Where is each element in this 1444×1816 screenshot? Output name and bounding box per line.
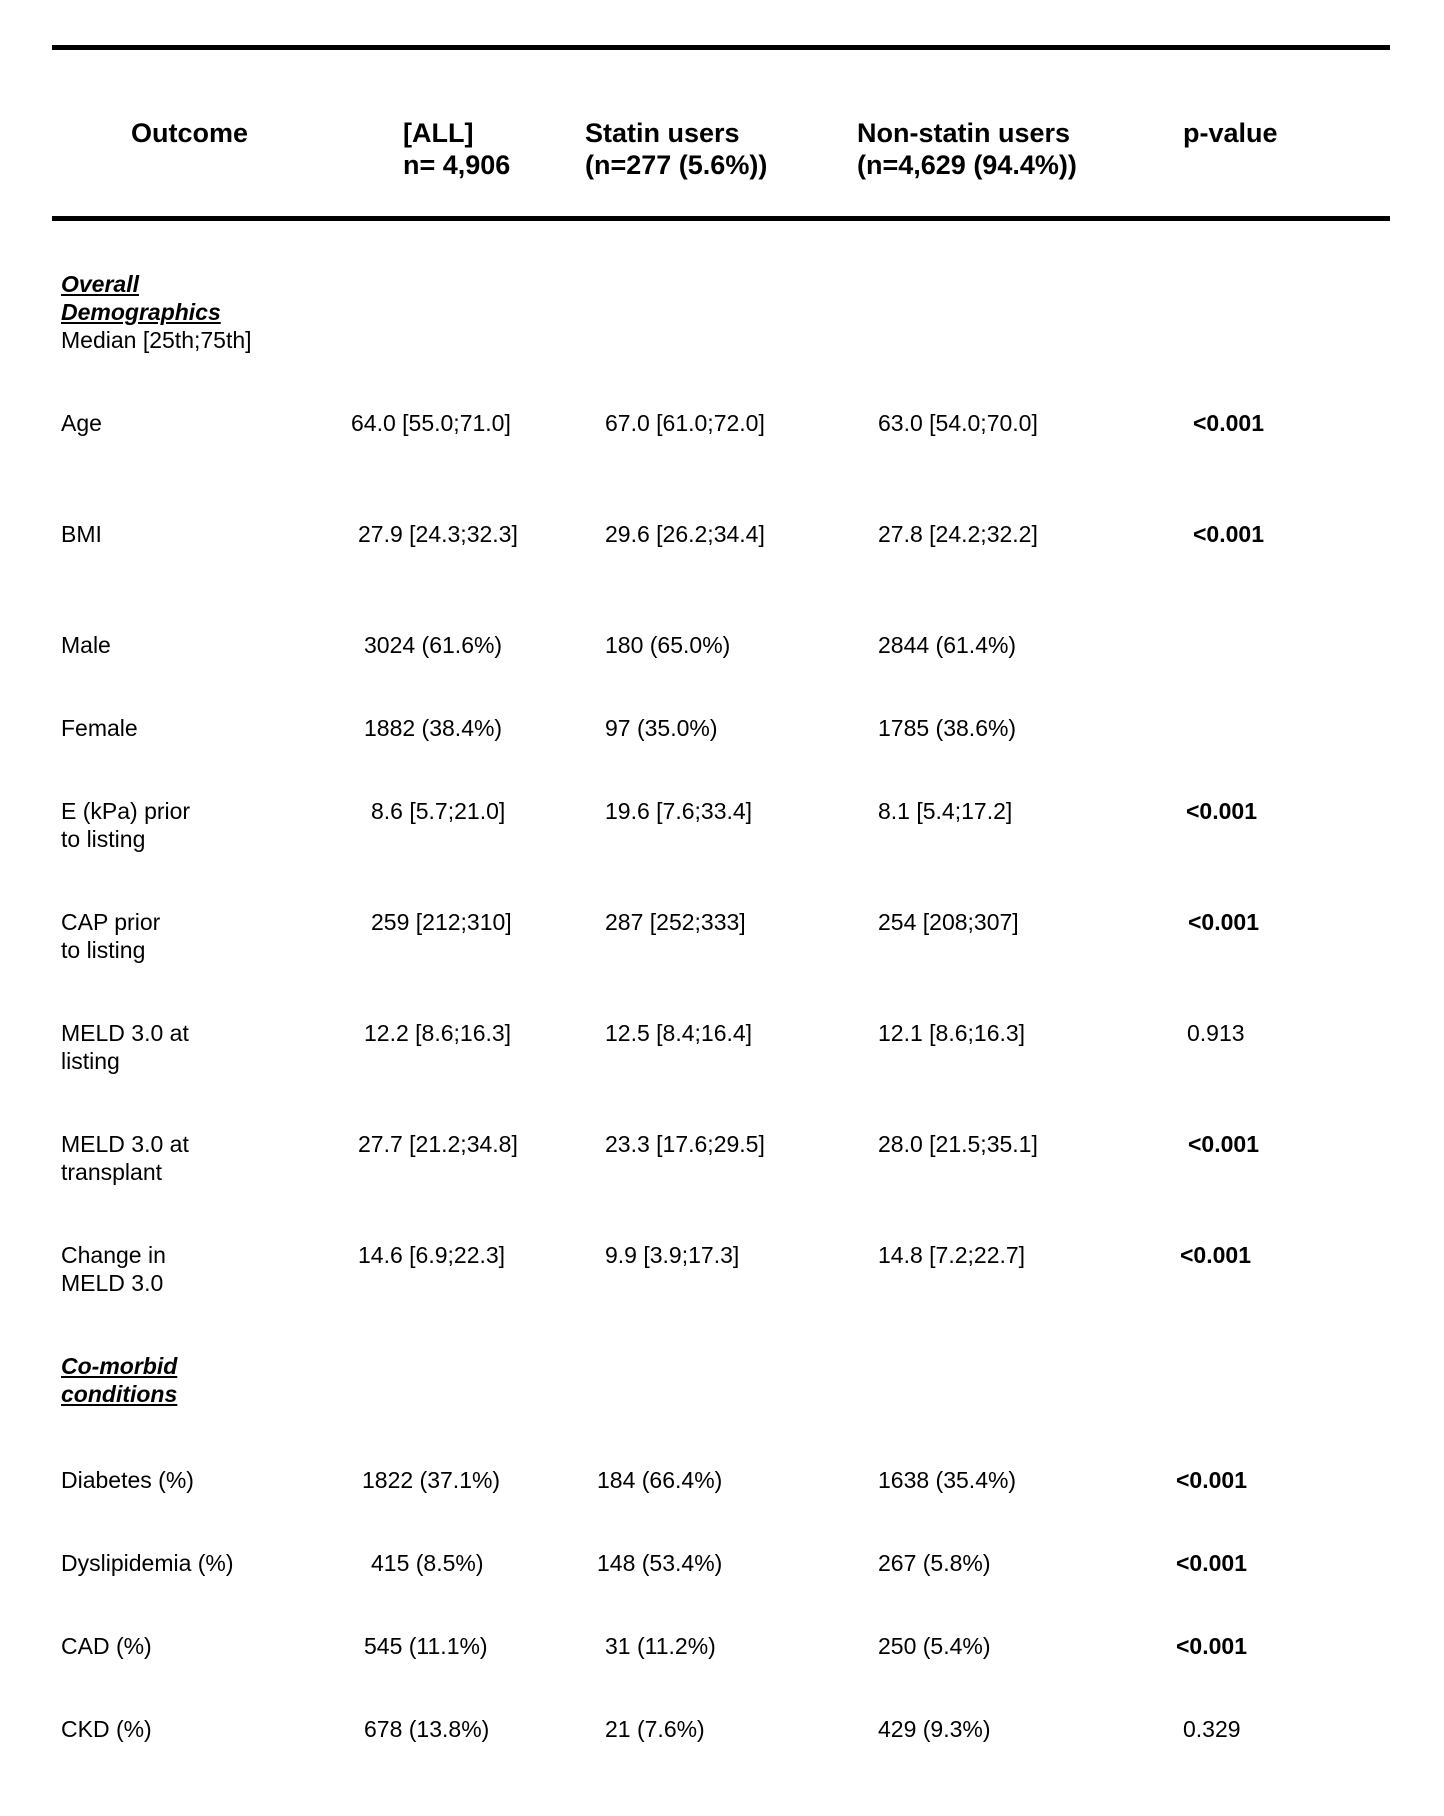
section-demographics-title-line1: Overall	[61, 271, 139, 297]
cell-nonstatin: 14.8 [7.2;22.7]	[878, 1242, 1026, 1268]
header-all-line1: [ALL]	[403, 118, 474, 148]
cell-statin: 12.5 [8.4;16.4]	[605, 1020, 753, 1046]
row-label-line1: BMI	[61, 521, 102, 547]
cell-statin: 97 (35.0%)	[605, 715, 718, 741]
row-label-line1: CAD (%)	[61, 1633, 152, 1659]
row-label-line1: CAP prior	[61, 909, 161, 935]
row-label	[61, 714, 138, 742]
section-demographics-subtitle: Median [25th;75th]	[61, 327, 252, 353]
header-all	[403, 117, 510, 181]
cell-nonstatin: 1638 (35.4%)	[878, 1467, 1017, 1493]
row-label-line2: to listing	[61, 937, 146, 963]
cell-all: 64.0 [55.0;71.0]	[351, 410, 511, 436]
cell-statin: 21 (7.6%)	[605, 1716, 705, 1742]
cell-all: 1822 (37.1%)	[362, 1467, 501, 1493]
top-rule	[52, 45, 1390, 50]
header-statin-line1: Statin users	[585, 118, 740, 148]
cell-statin: 180 (65.0%)	[605, 632, 731, 658]
row-label	[61, 1549, 234, 1577]
header-pvalue: p-value	[1183, 118, 1278, 148]
row-label-line1: Age	[61, 410, 102, 436]
cell-pvalue: <0.001	[1193, 521, 1264, 547]
cell-pvalue: <0.001	[1188, 909, 1259, 935]
cell-all: 3024 (61.6%)	[364, 632, 503, 658]
header-rule	[52, 216, 1390, 221]
cell-nonstatin: 12.1 [8.6;16.3]	[878, 1020, 1026, 1046]
row-label-line1: Dyslipidemia (%)	[61, 1550, 234, 1576]
cell-nonstatin: 429 (9.3%)	[878, 1716, 991, 1742]
cell-nonstatin: 8.1 [5.4;17.2]	[878, 798, 1013, 824]
section-comorbid-title-line1: Co-morbid	[61, 1353, 178, 1379]
cell-statin: 29.6 [26.2;34.4]	[605, 521, 765, 547]
cell-all: 12.2 [8.6;16.3]	[364, 1020, 512, 1046]
cell-statin: 287 [252;333]	[605, 909, 746, 935]
cell-statin: 184 (66.4%)	[597, 1467, 723, 1493]
row-label-line1: Male	[61, 632, 111, 658]
row-label-line1: Female	[61, 715, 138, 741]
row-label-line2: listing	[61, 1048, 120, 1074]
cell-statin: 9.9 [3.9;17.3]	[605, 1242, 740, 1268]
cell-all: 259 [212;310]	[371, 909, 512, 935]
cell-nonstatin: 28.0 [21.5;35.1]	[878, 1131, 1038, 1157]
cell-all: 27.9 [24.3;32.3]	[358, 521, 518, 547]
header-nonstatin-line2: (n=4,629 (94.4%))	[857, 150, 1077, 180]
cell-statin: 31 (11.2%)	[605, 1633, 716, 1659]
cell-all: 27.7 [21.2;34.8]	[358, 1131, 518, 1157]
cell-all: 1882 (38.4%)	[364, 715, 503, 741]
cell-pvalue: <0.001	[1176, 1550, 1247, 1576]
row-label	[61, 1632, 152, 1660]
cell-all: 415 (8.5%)	[371, 1550, 484, 1576]
cell-nonstatin: 254 [208;307]	[878, 909, 1019, 935]
cell-pvalue: <0.001	[1176, 1633, 1247, 1659]
cell-pvalue: <0.001	[1188, 1131, 1259, 1157]
header-all-line2: n= 4,906	[403, 150, 511, 180]
row-label-line2: to listing	[61, 826, 146, 852]
row-label	[61, 1466, 194, 1494]
row-label-line1: Diabetes (%)	[61, 1467, 194, 1493]
cell-pvalue: 0.913	[1187, 1020, 1245, 1046]
cell-pvalue: 0.329	[1183, 1716, 1241, 1742]
cell-statin: 148 (53.4%)	[597, 1550, 723, 1576]
header-statin	[585, 117, 767, 181]
row-label	[61, 1130, 189, 1186]
row-label-line1: CKD (%)	[61, 1716, 152, 1742]
row-label	[61, 631, 111, 659]
row-label-line2: transplant	[61, 1159, 163, 1185]
row-label	[61, 908, 160, 964]
cell-all: 678 (13.8%)	[364, 1716, 490, 1742]
cell-statin: 23.3 [17.6;29.5]	[605, 1131, 765, 1157]
row-label-line1: Change in	[61, 1242, 166, 1268]
cell-nonstatin: 2844 (61.4%)	[878, 632, 1017, 658]
row-label	[61, 1715, 152, 1743]
cell-nonstatin: 63.0 [54.0;70.0]	[878, 410, 1038, 436]
cell-all: 14.6 [6.9;22.3]	[358, 1242, 506, 1268]
header-statin-line2: (n=277 (5.6%))	[585, 150, 768, 180]
cell-statin: 19.6 [7.6;33.4]	[605, 798, 753, 824]
cell-all: 545 (11.1%)	[364, 1633, 488, 1659]
cell-pvalue: <0.001	[1186, 798, 1257, 824]
row-label-line1: MELD 3.0 at	[61, 1131, 189, 1157]
row-label	[61, 1019, 189, 1075]
section-comorbid	[61, 1352, 177, 1408]
cell-nonstatin: 267 (5.8%)	[878, 1550, 991, 1576]
row-label	[61, 409, 102, 437]
row-label-line1: E (kPa) prior	[61, 798, 191, 824]
row-label	[61, 520, 102, 548]
section-demographics-title-line2: Demographics	[61, 299, 221, 325]
row-label-line1: MELD 3.0 at	[61, 1020, 189, 1046]
cell-nonstatin: 1785 (38.6%)	[878, 715, 1017, 741]
row-label	[61, 797, 190, 853]
cell-pvalue: <0.001	[1176, 1467, 1247, 1493]
cell-nonstatin: 27.8 [24.2;32.2]	[878, 521, 1038, 547]
section-comorbid-title-line2: conditions	[61, 1381, 178, 1407]
row-label	[61, 1241, 166, 1297]
header-outcome: Outcome	[131, 118, 249, 148]
cell-all: 8.6 [5.7;21.0]	[371, 798, 506, 824]
cell-nonstatin: 250 (5.4%)	[878, 1633, 991, 1659]
header-nonstatin-line1: Non-statin users	[857, 118, 1071, 148]
cell-statin: 67.0 [61.0;72.0]	[605, 410, 765, 436]
section-demographics	[61, 270, 252, 354]
cell-pvalue: <0.001	[1180, 1242, 1251, 1268]
header-nonstatin	[857, 117, 1077, 181]
row-label-line2: MELD 3.0	[61, 1270, 164, 1296]
cell-pvalue: <0.001	[1193, 410, 1264, 436]
